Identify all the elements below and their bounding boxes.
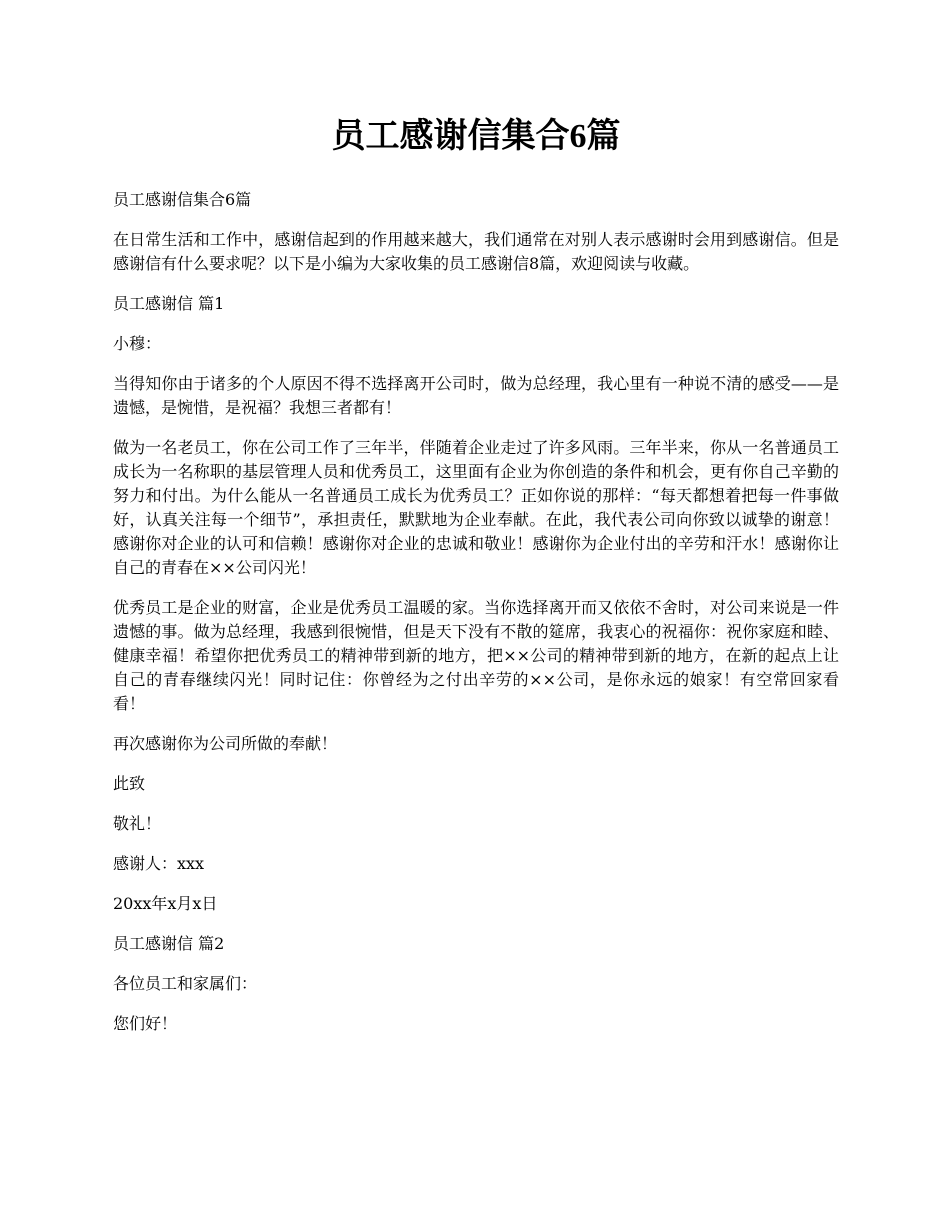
greeting-paragraph: 您们好！: [113, 1014, 178, 1033]
subtitle-paragraph: 员工感谢信集合6篇: [113, 190, 252, 209]
section-heading-1: 员工感谢信 篇1: [113, 294, 225, 313]
body-paragraph: 当得知你由于诸多的个人原因不得不选择离开公司时，做为总经理，我心里有一种说不清的感受——是遗憾，是惋惜，是祝福？我想三者都有！: [113, 374, 839, 417]
body-paragraph: 优秀员工是企业的财富，企业是优秀员工温暖的家。当你选择离开而又依依不舍时，对公司来说是一件遗憾的事。做为总经理，我感到很惋惜，但是天下没有不散的筵席，我衷心的祝福你：祝你家庭和睦、健康幸福！希望你把优秀员工的精神带到新的地方，把××公司的精神带到新的地方，在新的起点上让自己的青春继续闪光！同时记住：你曾经为之付出辛劳的××公司，是你永远的娘家！有空常回家看看！: [113, 598, 839, 713]
signature-paragraph: 感谢人：xxx: [113, 854, 205, 873]
salutation-paragraph: 各位员工和家属们：: [113, 974, 258, 993]
body-paragraph: 做为一名老员工，你在公司工作了三年半，伴随着企业走过了许多风雨。三年半来，你从一名普通员工成长为一名称职的基层管理人员和优秀员工，这里面有企业为你创造的条件和机会，更有你自己辛勤的努力和付出。为什么能从一名普通员工成长为优秀员工？正如你说的那样：“每天都想着把每一件事做好，认真关注每一个细节”，承担责任，默默地为企业奉献。在此，我代表公司向你致以诚挚的谢意！感谢你对企业的认可和信赖！感谢你对企业的忠诚和敬业！感谢你为企业付出的辛劳和汗水！感谢你让自己的青春在××公司闪光！: [113, 438, 839, 577]
section-heading-2: 员工感谢信 篇2: [113, 934, 225, 953]
closing-paragraph: 敬礼！: [113, 814, 162, 833]
document-page: [113, 112, 839, 1052]
closing-paragraph: 此致: [113, 774, 146, 793]
body-paragraph: 再次感谢你为公司所做的奉献！: [113, 734, 338, 753]
document-title: 员工感谢信集合6篇: [331, 118, 621, 155]
intro-paragraph: 在日常生活和工作中，感谢信起到的作用越来越大，我们通常在对别人表示感谢时会用到感谢信。但是感谢信有什么要求呢？以下是小编为大家收集的员工感谢信8篇，欢迎阅读与收藏。: [113, 230, 839, 273]
date-paragraph: 20xx年x月x日: [113, 894, 218, 913]
salutation-paragraph: 小穆：: [113, 334, 162, 353]
